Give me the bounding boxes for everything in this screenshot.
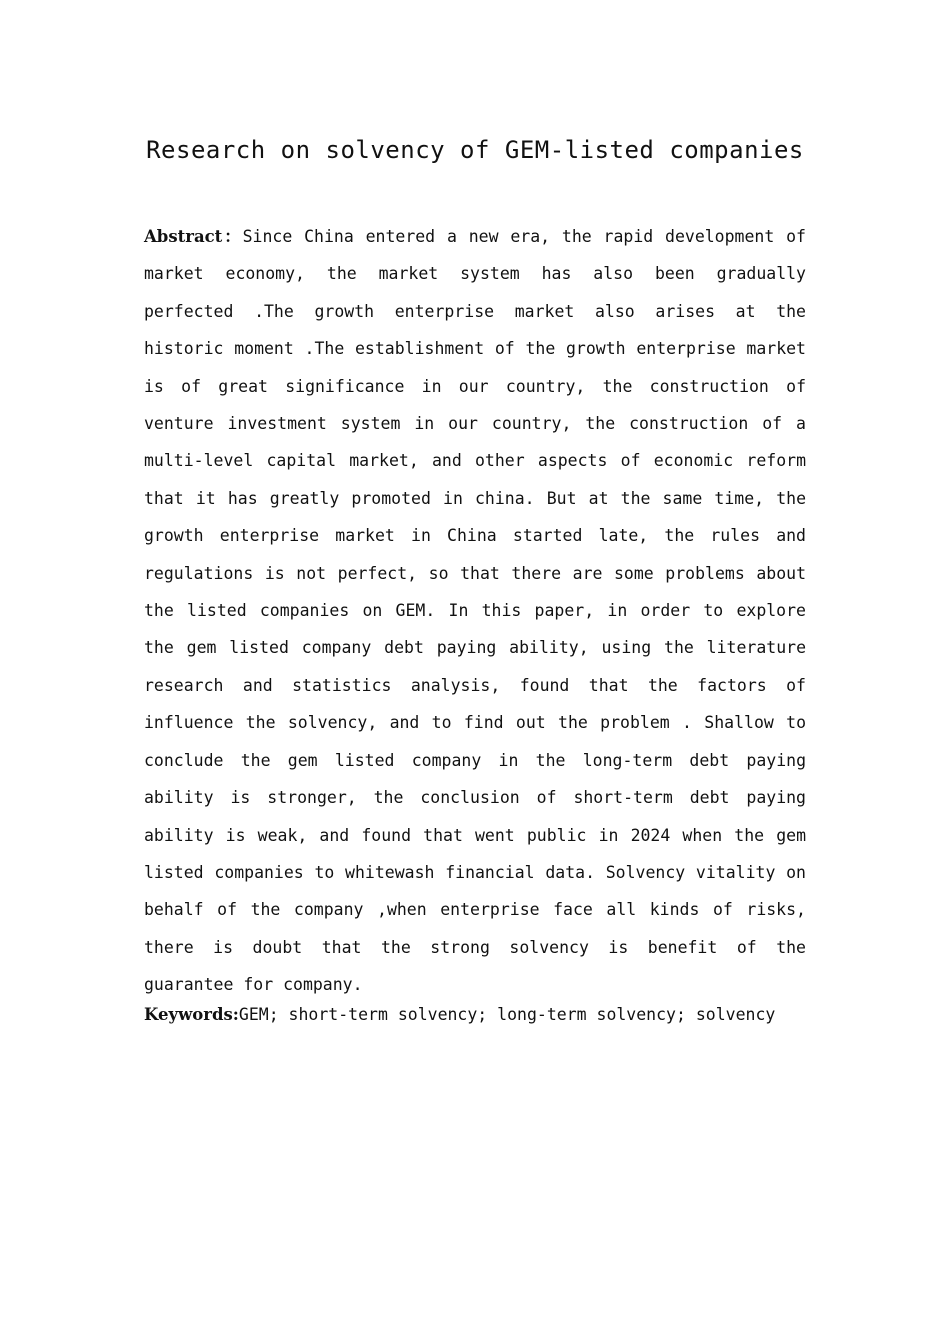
abstract-text: Since China entered a new era, the rapid development of market economy, the market system has also been gradually perfected .The growth enterprise market also arises at the historic moment .The establishment of the growth enterprise market is of great significance in our country, the construction of venture investment system in our country, the construction of a multi-level capital market, and other aspects of economic reform that it has greatly promoted in china. But at the same time, the growth enterprise market in China started late, the rules and regulations is not perfect, so that there are some problems about the listed companies on GEM. In this paper, in order to explore the gem listed company debt paying ability, using the literature research and statistics analysis, found that the factors of influence the solvency, and to find out the problem . Shallow to conclude the gem listed company in the long-term debt paying ability is stronger, the conclusion of short-term debt paying ability is weak, and found that went public in 2024 when the gem listed companies to whitewash financial data. Solvency vitality on behalf of the company ,when enterprise face all kinds of risks, there is doubt that the strong solvency is benefit of the guarantee for company. bbox=[144, 227, 806, 995]
abstract-label: Abstract： bbox=[144, 227, 243, 246]
abstract-paragraph bbox=[144, 218, 806, 1004]
keywords-text: GEM; short-term solvency; long-term solvency; solvency bbox=[238, 1005, 776, 1024]
keywords-line bbox=[144, 997, 806, 1033]
keywords-label: Keywords: bbox=[144, 1005, 239, 1024]
page-title: Research on solvency of GEM-listed companies bbox=[146, 136, 804, 164]
